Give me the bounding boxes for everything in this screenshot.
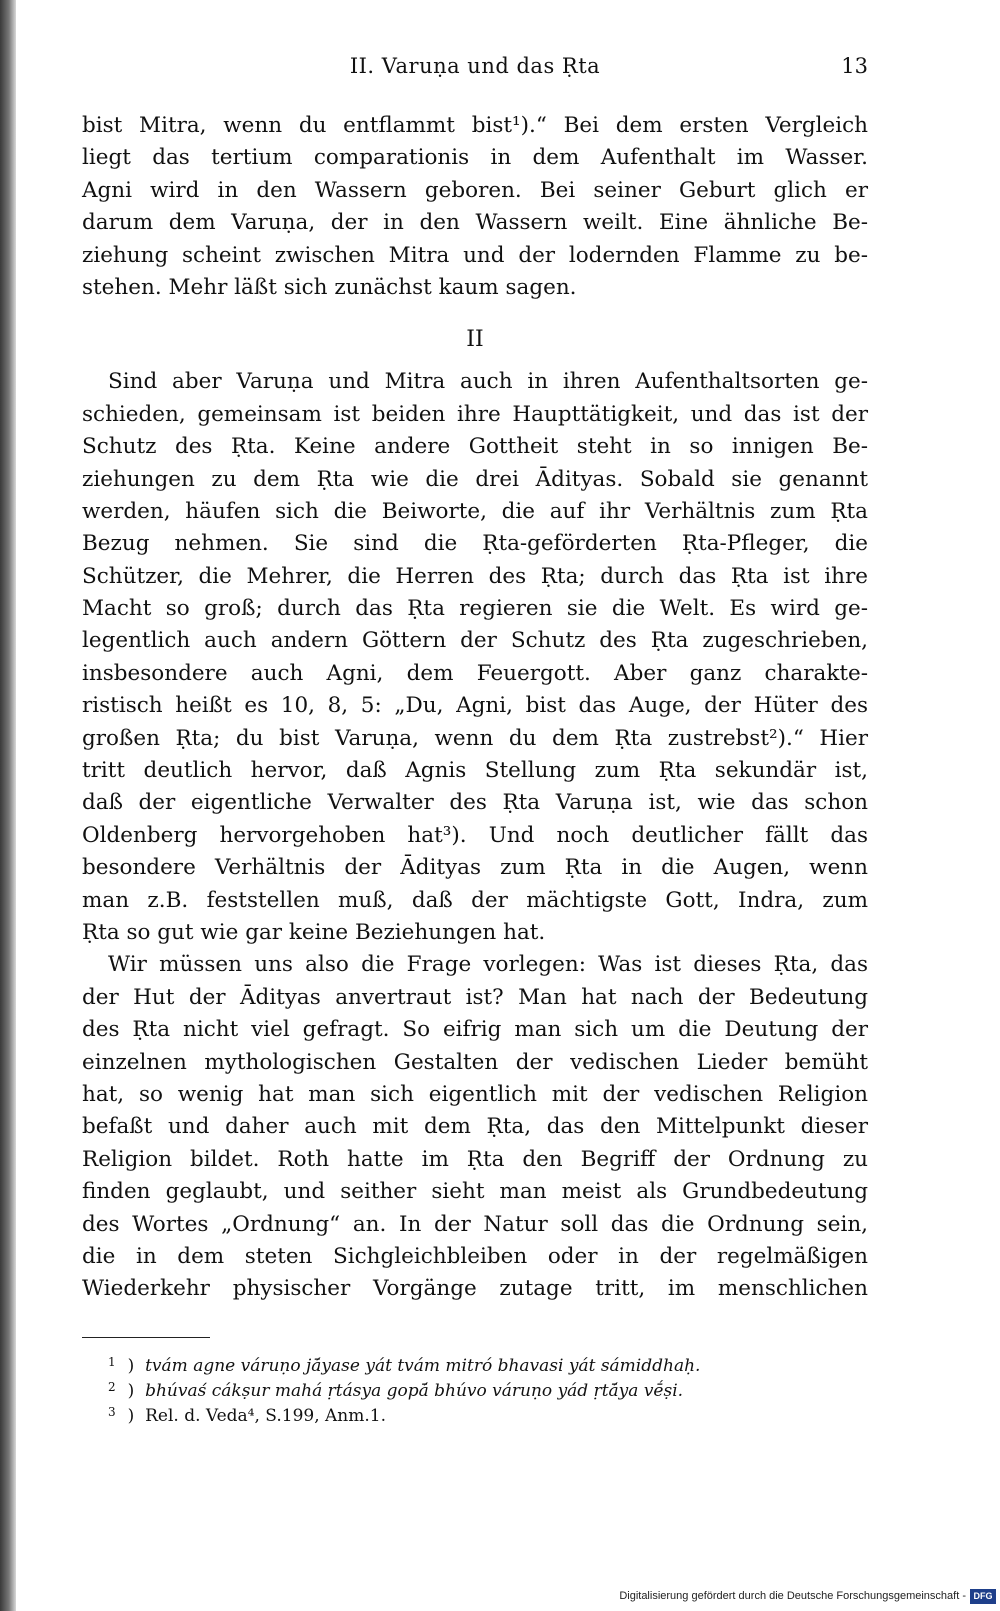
text-line: Ṛta so gut wie gar keine Beziehungen hat. <box>82 919 546 945</box>
text-line: der Hut der Ādityas anvertraut ist? Man hat nach der Bedeutung <box>82 984 868 1010</box>
text-line: legentlich auch andern Göttern der Schutz des Ṛta zugeschrieben, <box>82 628 868 654</box>
section-heading: II <box>466 327 484 353</box>
page-number: 13 <box>841 54 868 78</box>
paragraph-3 <box>82 949 868 1305</box>
text-line: schieden, gemeinsam ist beiden ihre Haupttätigkeit, und das ist der <box>82 401 868 427</box>
text-line: des Ṛta nicht viel gefragt. So eifrig man sich um die Deutung der <box>82 1017 868 1043</box>
text-line: tritt deutlich hervor, daß Agnis Stellung zum Ṛta sekundär ist, <box>82 758 868 784</box>
text-line: Religion bildet. Roth hatte im Ṛta den Begriff der Ordnung zu <box>82 1146 868 1172</box>
digitization-note: Digitalisierung gefördert durch die Deutsche Forschungsgemeinschaft - <box>619 1590 966 1602</box>
footnote-mark: 2 <box>108 1380 116 1394</box>
footnote-divider <box>82 1337 210 1338</box>
text-line: hat, so wenig hat man sich eigentlich mit der vedischen Religion <box>82 1081 868 1107</box>
text-line: liegt das tertium comparationis in dem Aufenthalt im Wasser. <box>82 145 868 171</box>
text-line: Schützer, die Mehrer, die Herren des Ṛta; durch das Ṛta ist ihre <box>82 563 868 589</box>
paragraph-1 <box>82 110 868 304</box>
footnote-2: $^2$ ) bhúvaś cákṣur mahá ṛtásya gopā́ bhúvo váruṇo yád ṛtā́ya vḗṣi. <box>108 1380 684 1401</box>
paragraph-2 <box>82 366 868 949</box>
footnote-text: bhúvaś cákṣur mahá ṛtásya gopā́ bhúvo váruṇo yád ṛtā́ya vḗṣi. <box>145 1381 684 1401</box>
text-line: ziehung scheint zwischen Mitra und der lodernden Flamme zu be- <box>82 242 868 268</box>
text-line: stehen. Mehr läßt sich zunächst kaum sagen. <box>82 274 577 300</box>
footnote-1: $^1$ ) tvám agne váruṇo jā́yase yát tvám mitró bhavasi yát sámiddhaḥ. <box>108 1355 701 1376</box>
body-text <box>82 110 868 1306</box>
running-title: II. Varuṇa und das Ṛta <box>349 54 601 78</box>
text-line: finden geglaubt, und seither sieht man meist als Grundbedeutung <box>82 1179 868 1205</box>
footnote-text: Rel. d. Veda⁴, S.199, Anm.1. <box>145 1406 386 1426</box>
text-line: Wiederkehr physischer Vorgänge zutage tritt, im menschlichen <box>82 1276 868 1302</box>
text-line: ristisch heißt es 10, 8, 5: „Du, Agni, bist das Auge, der Hüter des <box>82 693 868 719</box>
footnote-text: tvám agne váruṇo jā́yase yát tvám mitró bhavasi yát sámiddhaḥ. <box>145 1356 701 1376</box>
text-line: Agni wird in den Wassern geboren. Bei seiner Geburt glich er <box>82 177 868 203</box>
text-line: darum dem Varuṇa, der in den Wassern weilt. Eine ähnliche Be- <box>82 210 868 236</box>
text-line: Bezug nehmen. Sie sind die Ṛta-geförderten Ṛta-Pfleger, die <box>82 531 868 557</box>
footnote-mark: 1 <box>108 1355 116 1369</box>
text-line: besondere Verhältnis der Ādityas zum Ṛta in die Augen, wenn <box>82 855 868 881</box>
text-line: bist Mitra, wenn du entflammt bist¹).“ Bei dem ersten Vergleich <box>82 113 868 138</box>
text-line: Wir müssen uns also die Frage vorlegen: Was ist dieses Ṛta, das <box>108 952 868 978</box>
text-line: man z.B. feststellen muß, daß der mächtigste Gott, Indra, zum <box>82 887 868 913</box>
footnote-mark: 3 <box>108 1405 116 1419</box>
footnote-3: $^3$ ) Rel. d. Veda⁴, S.199, Anm.1. <box>108 1405 386 1426</box>
text-line: die in dem steten Sichgleichbleiben oder in der regelmäßigen <box>82 1243 868 1269</box>
text-line: Macht so groß; durch das Ṛta regieren sie die Welt. Es wird ge- <box>82 596 868 622</box>
text-line: befaßt und daher auch mit dem Ṛta, das den Mittelpunkt dieser <box>82 1114 868 1140</box>
running-head <box>82 54 868 84</box>
text-line: daß der eigentliche Verwalter des Ṛta Varuṇa ist, wie das schon <box>82 790 868 816</box>
text-line: Sind aber Varuṇa und Mitra auch in ihren Aufenthaltsorten ge- <box>108 369 868 395</box>
footnotes <box>108 1350 868 1425</box>
text-line: insbesondere auch Agni, dem Feuergott. Aber ganz charakte- <box>82 660 868 686</box>
text-line: Schutz des Ṛta. Keine andere Gottheit steht in so innigen Be- <box>82 434 868 460</box>
text-line: Oldenberg hervorgehoben hat³). Und noch deutlicher fällt das <box>82 822 868 848</box>
text-line: großen Ṛta; du bist Varuṇa, wenn du dem Ṛta zustrebst²).“ Hier <box>82 725 868 751</box>
text-line: einzelnen mythologischen Gestalten der vedischen Lieder bemüht <box>82 1049 868 1075</box>
dfg-logo: DFG <box>970 1589 996 1604</box>
text-line: werden, häufen sich die Beiworte, die auf ihr Verhältnis zum Ṛta <box>82 498 868 524</box>
text-line: des Wortes „Ordnung“ an. In der Natur soll das die Ordnung sein, <box>82 1211 868 1237</box>
text-line: ziehungen zu dem Ṛta wie die drei Ādityas. Sobald sie genannt <box>82 466 868 492</box>
